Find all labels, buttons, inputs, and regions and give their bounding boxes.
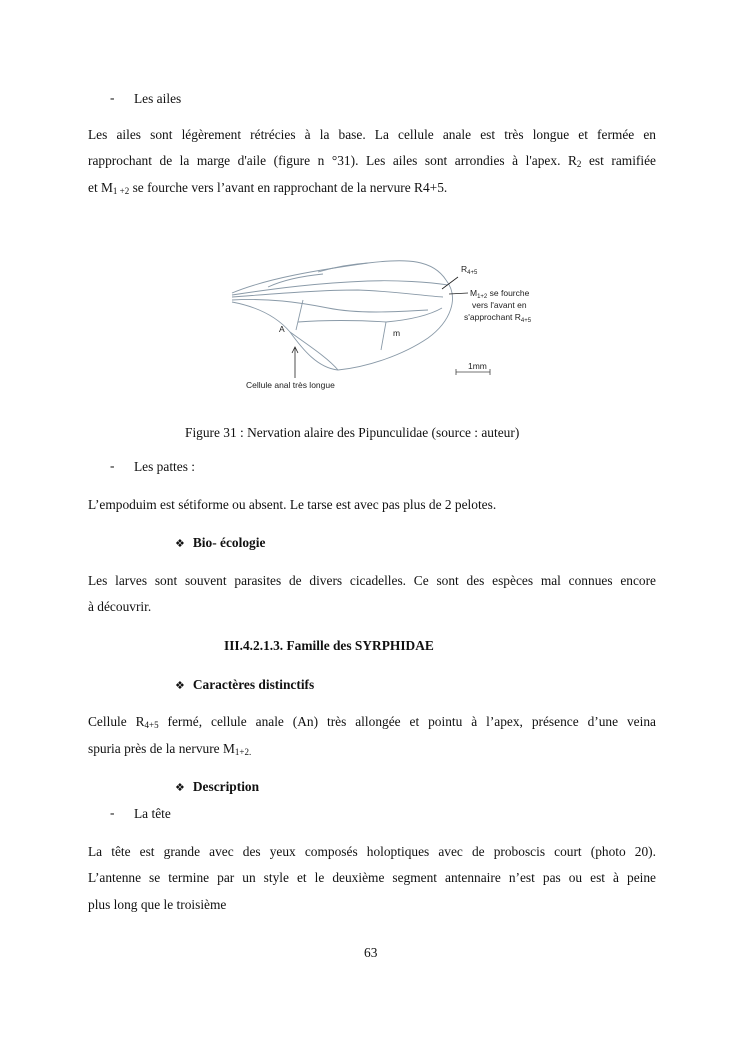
subsection-les-pattes: Les pattes : [134,459,195,474]
diamond-bullet-icon: ❖ [175,781,185,794]
page-number: 63 [364,945,378,960]
label-m12-line3: s'approchant $R_{4+5}$ [464,312,532,324]
subsection-la-tete: La tête [134,806,171,821]
label-m: m [393,328,401,338]
label-cellule-anal: Cellule anal très longue [246,380,335,390]
para-pattes: L’empoduim est sétiforme ou absent. Le tarse est avec pas plus de 2 pelotes. [88,497,497,512]
figure-caption: Figure 31 : Nervation alaire des Pipunculidae (source : auteur) [185,425,520,440]
label-a: A [279,324,285,334]
heading-description: ❖ Description [175,779,260,794]
label-m12: $M_{1+2}$ se fourche [470,288,530,300]
heading-caracteres: ❖ Caractères distinctifs [175,677,315,692]
para-ailes-line3: et $M_{1 +2}$ se fourche vers l’avant en rapprochant de la nervure R4+5. [88,180,448,196]
para-ailes-line2: rapprochant de la marge d'aile (figure n °31). Les ailes sont arrondies à l'apex. $R_2$ est ramifiée [88,153,656,169]
para-tete-line3: plus long que le troisième [88,897,227,912]
label-m12-line2: vers l'avant en [472,300,527,310]
heading-bio-ecologie: ❖ Bio- écologie [175,535,266,550]
wing-venation-figure [228,250,548,395]
para-caracteres-line1: Cellule $R_{4+5}$ fermé, cellule anale (An) très allongée et pointu à l’apex, présence d’une veina [88,714,656,730]
para-bio-line1: Les larves sont souvent parasites de divers cicadelles. Ce sont des espèces mal connues encore [88,573,656,588]
label-scale: 1mm [468,361,487,371]
dash-bullet: - [110,90,115,105]
dash-bullet: - [110,458,115,473]
diamond-bullet-icon: ❖ [175,679,185,692]
dash-bullet: - [110,805,115,820]
subsection-les-ailes: Les ailes [134,91,182,106]
para-ailes-line1: Les ailes sont légèrement rétrécies à la base. La cellule anale est très longue et fermée en [88,127,656,142]
diamond-bullet-icon: ❖ [175,537,185,550]
heading-famille-syrphidae: III.4.2.1.3. Famille des SYRPHIDAE [224,638,434,653]
para-bio-line2: à découvrir. [88,599,152,614]
para-tete-line2: L’antenne se termine par un style et le deuxième segment antennaire n’est pas ou est à peine [88,870,656,885]
para-tete-line1: La tête est grande avec des yeux composés holoptiques avec de proboscis court (photo 20). [88,844,656,859]
para-caracteres-line2: spuria près de la nervure $M_{1+2.}$ [88,741,252,757]
label-r45: $R_{4+5}$ [461,264,478,276]
